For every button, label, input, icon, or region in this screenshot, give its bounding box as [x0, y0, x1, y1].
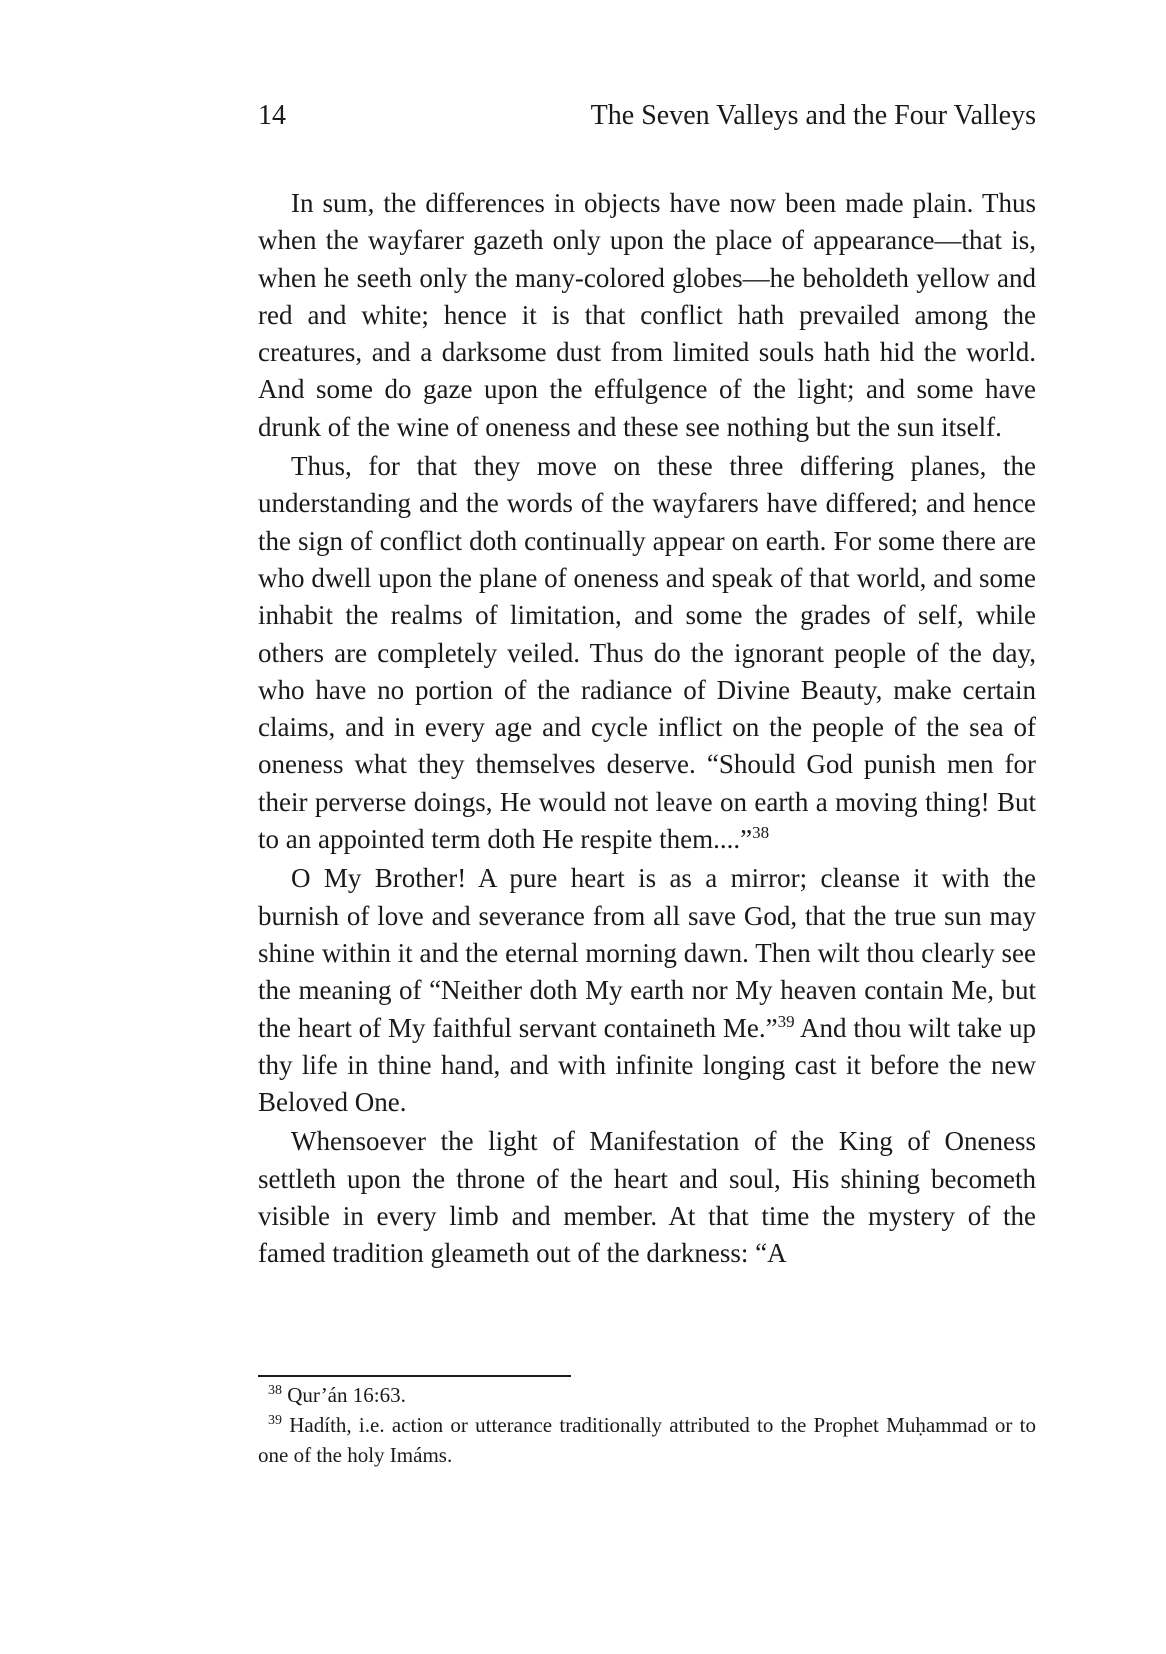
running-header	[258, 96, 1036, 136]
paragraph-text: Thus, for that they move on these three differing planes, the understanding and the words of the wayfarers have differed; and hence the sign of conflict doth continually appear on earth. For some there are who dwell upon the plane of oneness and speak of that world, and some inhabit the realms of limitation, and some the grades of self, while others are completely veiled. Thus do the ignorant people of the day, who have no portion of the radiance of Divine Beauty, make certain claims, and in every age and cycle inflict on the people of the sea of oneness what they themselves deserve. “Should God punish men for their perverse doings, He would not leave on earth a moving thing! But to an appointed term doth He respite them....”	[258, 451, 1036, 855]
paragraph-2	[258, 448, 1036, 858]
footnote-39	[258, 1410, 1036, 1470]
footnote-38	[258, 1380, 1036, 1410]
paragraph-text: Whensoever the light of Manifestation of the King of Oneness settleth upon the throne of the heart and soul, His shining becometh visible in every limb and member. At that time the mystery of the famed tradition gleameth out of the darkness: “A	[258, 1126, 1036, 1269]
body-text	[258, 185, 1036, 1275]
footnote-text: Qur’án 16:63.	[282, 1383, 406, 1407]
footnotes	[258, 1380, 1036, 1470]
paragraph-1	[258, 185, 1036, 446]
paragraph-3	[258, 860, 1036, 1121]
footnote-divider	[258, 1375, 571, 1377]
paragraph-4	[258, 1123, 1036, 1272]
running-title: The Seven Valleys and the Four Valleys	[590, 100, 1036, 131]
page-number: 14	[258, 100, 286, 131]
paragraph-text-continued: And thou wilt take up thy life in thine hand, and with infinite longing cast it before the new Beloved One.	[258, 1012, 1036, 1118]
footnote-mark: 38	[268, 1383, 282, 1398]
footnote-reference-38[interactable]: 38	[752, 823, 770, 843]
paragraph-text: O My Brother! A pure heart is as a mirror; cleanse it with the burnish of love and severance from all save God, that the true sun may shine within it and the eternal morning dawn. Then wilt thou clearly see the meaning of “Neither doth My earth nor My heaven contain Me, but the heart of My faithful servant containeth Me.”	[258, 863, 1036, 1043]
paragraph-text: In sum, the differences in objects have now been made plain. Thus when the wayfarer gazeth only upon the place of appearance—that is, when he seeth only the many-colored globes—he beholdeth yellow and red and white; hence it is that conflict hath prevailed among the creatures, and a darksome dust from limited souls hath hid the world. And some do gaze upon the effulgence of the light; and some have drunk of the wine of oneness and these see nothing but the sun itself.	[258, 188, 1036, 442]
footnote-mark: 39	[268, 1413, 282, 1428]
footnote-reference-39[interactable]: 39	[777, 1011, 795, 1031]
footnote-text: Hadíth, i.e. action or utterance traditionally attributed to the Prophet Muḥammad or to one of the holy Imáms.	[258, 1413, 1036, 1467]
